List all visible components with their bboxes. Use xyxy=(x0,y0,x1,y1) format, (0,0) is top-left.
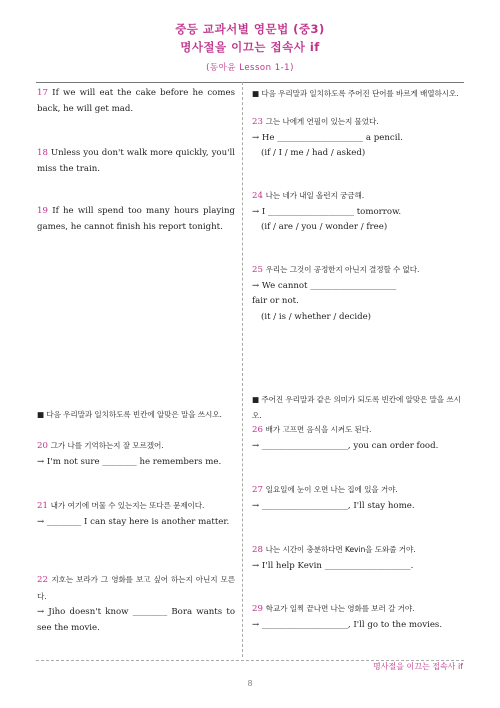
question-number: 26 xyxy=(252,425,263,435)
korean-prompt: 나는 네가 내일 올런지 궁금해. xyxy=(265,191,365,200)
page-number: 8 xyxy=(247,679,253,688)
korean-prompt: 학교가 일찍 끝나면 나는 영화를 보러 갈 거야. xyxy=(265,604,415,613)
korean-prompt: 나는 시간이 충분하다면 Kevin을 도와줄 거야. xyxy=(265,545,416,554)
question-27 xyxy=(252,482,464,514)
question-23 xyxy=(252,114,464,162)
question-text: If he will spend too many hours playing games, he cannot finish his report tonight. xyxy=(37,206,235,232)
question-number: 19 xyxy=(37,206,48,216)
question-20 xyxy=(37,438,235,470)
question-22 xyxy=(37,572,235,636)
answer-line-continued: fair or not. xyxy=(252,296,299,306)
footer-label: 명사절을 이끄는 접속사 if xyxy=(373,662,463,671)
question-18 xyxy=(37,146,235,177)
answer-line: → ________ I can stay here is another matter. xyxy=(37,516,230,527)
korean-prompt: 그는 나에게 연필이 있는지 물었다. xyxy=(265,117,379,126)
korean-prompt: 배가 고프면 음식을 시켜도 된다. xyxy=(265,425,372,434)
word-bank: (if / I / me / had / asked) xyxy=(261,148,366,158)
question-28 xyxy=(252,542,464,574)
question-21 xyxy=(37,498,235,530)
question-number: 20 xyxy=(37,441,48,451)
answer-line: → I'll help Kevin ____________________. xyxy=(252,560,414,571)
page-subtitle: 명사절을 이끄는 접속사 if xyxy=(180,40,320,54)
question-text: If we will eat the cake before he comes back, he will get mad. xyxy=(37,88,235,114)
lesson-label: (동아윤 Lesson 1-1) xyxy=(206,63,294,73)
instruction-fill-blank: ■ 다음 우리말과 일치하도록 빈칸에 알맞은 말을 쓰시오. xyxy=(37,410,222,419)
question-29 xyxy=(252,601,464,633)
korean-prompt: 내가 여기에 머물 수 있는지는 또다른 문제이다. xyxy=(50,501,205,510)
question-number: 29 xyxy=(252,604,263,614)
question-text: Unless you don't walk more quickly, you'll miss the train. xyxy=(37,148,235,174)
korean-prompt: 지호는 보라가 그 영화를 보고 싶어 하는지 아닌지 모른다. xyxy=(37,575,235,601)
question-number: 17 xyxy=(37,88,48,98)
answer-line: → Jiho doesn't know ________ Bora wants to see the movie. xyxy=(37,607,235,633)
question-25 xyxy=(252,262,464,325)
word-bank: (if / are / you / wonder / free) xyxy=(261,222,388,232)
korean-prompt: 우리는 그것이 공정한지 아닌지 결정할 수 없다. xyxy=(265,265,420,274)
top-divider xyxy=(36,82,464,83)
word-bank: (it / is / whether / decide) xyxy=(261,311,372,322)
question-17 xyxy=(37,86,235,117)
question-number: 18 xyxy=(37,148,48,158)
column-divider xyxy=(242,82,243,657)
answer-line: → We cannot ____________________ xyxy=(252,280,397,291)
instruction-arrange: ■ 다음 우리말과 일치하도록 주어진 단어를 바르게 배열하시오. xyxy=(252,89,459,98)
answer-line: → He ____________________ a pencil. xyxy=(252,132,403,143)
korean-prompt: 일요일에 눈이 오면 나는 집에 있을 거야. xyxy=(265,485,398,494)
question-26 xyxy=(252,422,464,454)
answer-line: → I ____________________ tomorrow. xyxy=(252,206,402,217)
answer-line: → ____________________, I'll stay home. xyxy=(252,500,415,511)
question-number: 22 xyxy=(37,575,48,585)
question-number: 25 xyxy=(252,265,263,275)
question-19 xyxy=(37,204,235,235)
question-24 xyxy=(252,188,464,236)
question-number: 28 xyxy=(252,545,263,555)
question-number: 24 xyxy=(252,191,263,201)
answer-line: → ____________________, you can order food. xyxy=(252,440,439,451)
question-number: 23 xyxy=(252,117,263,127)
instruction-same-meaning: ■ 주어진 우리말과 같은 의미가 되도록 빈칸에 알맞은 말을 쓰시오. xyxy=(252,395,461,420)
page-title: 중등 교과서별 영문법 (중3) xyxy=(175,22,325,36)
korean-prompt: 그가 나를 기억하는지 잘 모르겠어. xyxy=(50,441,164,450)
answer-line: → I'm not sure ________ he remembers me. xyxy=(37,456,222,467)
question-number: 27 xyxy=(252,485,263,495)
answer-line: → ____________________, I'll go to the movies. xyxy=(252,619,443,630)
question-number: 21 xyxy=(37,501,48,511)
